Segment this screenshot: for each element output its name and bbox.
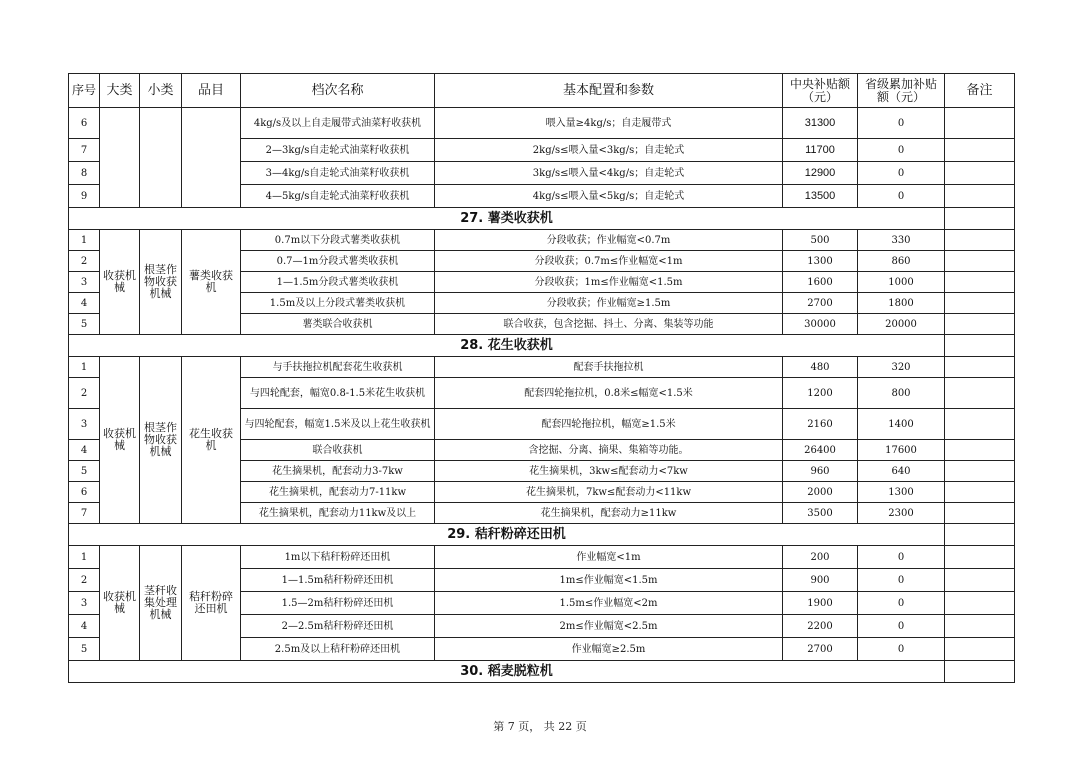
cell-seq: 4 <box>69 440 100 461</box>
cell-config: 分段收获；作业幅宽<0.7m <box>435 230 783 251</box>
cell-grade: 2—3kg/s自走轮式油菜籽收获机 <box>241 139 435 162</box>
cell-central: 31300 <box>783 108 858 139</box>
header-config: 基本配置和参数 <box>435 74 783 108</box>
cell-seq: 2 <box>69 251 100 272</box>
cell-remark <box>945 378 1015 409</box>
cell-seq: 2 <box>69 569 100 592</box>
header-provincial: 省级累加补贴额（元） <box>858 74 945 108</box>
cell-seq: 5 <box>69 461 100 482</box>
cell-config: 配套手扶拖拉机 <box>435 357 783 378</box>
cell-seq: 2 <box>69 378 100 409</box>
cell-minor: 根茎作物收获机械 <box>140 357 182 524</box>
cell-seq: 3 <box>69 592 100 615</box>
cell-grade: 1—1.5m分段式薯类收获机 <box>241 272 435 293</box>
cell-major: 收获机械 <box>100 230 140 335</box>
cell-seq: 6 <box>69 482 100 503</box>
cell-provincial: 0 <box>858 162 945 185</box>
cell-remark <box>945 251 1015 272</box>
header-major: 大类 <box>100 74 140 108</box>
cell-minor: 根茎作物收获机械 <box>140 230 182 335</box>
cell-remark <box>945 482 1015 503</box>
cell-central: 30000 <box>783 314 858 335</box>
cell-seq: 3 <box>69 272 100 293</box>
cell-remark <box>945 461 1015 482</box>
cell-grade: 薯类联合收获机 <box>241 314 435 335</box>
cell-central: 500 <box>783 230 858 251</box>
cell-config: 1.5m≤作业幅宽<2m <box>435 592 783 615</box>
cell-provincial: 1400 <box>858 409 945 440</box>
cell-config: 分段收获；作业幅宽≥1.5m <box>435 293 783 314</box>
cell-config: 花生摘果机，配套动力≥11kw <box>435 503 783 524</box>
cell-central: 1300 <box>783 251 858 272</box>
header-row <box>69 74 1015 108</box>
page-footer: 第 7 页， 共 22 页 <box>493 720 587 733</box>
table-row <box>69 546 1015 569</box>
cell-grade: 0.7—1m分段式薯类收获机 <box>241 251 435 272</box>
cell-grade: 花生摘果机，配套动力3-7kw <box>241 461 435 482</box>
cell-provincial: 0 <box>858 592 945 615</box>
subsidy-table <box>68 73 1015 683</box>
cell-seq: 7 <box>69 139 100 162</box>
cell-seq: 3 <box>69 409 100 440</box>
cell-central: 1200 <box>783 378 858 409</box>
cell-item: 花生收获机 <box>182 357 241 524</box>
cell-central: 12900 <box>783 162 858 185</box>
cell-seq: 1 <box>69 230 100 251</box>
cell-central: 960 <box>783 461 858 482</box>
cell-remark <box>945 524 1015 546</box>
cell-remark <box>945 440 1015 461</box>
section-header <box>69 524 1015 546</box>
cell-remark <box>945 569 1015 592</box>
cell-central: 2200 <box>783 615 858 638</box>
cell-seq: 1 <box>69 546 100 569</box>
section-title: 27. 薯类收获机 <box>69 208 945 230</box>
cell-config: 1m≤作业幅宽<1.5m <box>435 569 783 592</box>
table-row <box>69 230 1015 251</box>
cell-provincial: 0 <box>858 638 945 661</box>
cell-seq: 1 <box>69 357 100 378</box>
cell-remark <box>945 139 1015 162</box>
cell-central: 26400 <box>783 440 858 461</box>
cell-provincial: 0 <box>858 546 945 569</box>
cell-provincial: 17600 <box>858 440 945 461</box>
cell-config: 分段收获；0.7m≤作业幅宽<1m <box>435 251 783 272</box>
cell-remark <box>945 638 1015 661</box>
cell-config: 4kg/s≤喂入量<5kg/s；自走轮式 <box>435 185 783 208</box>
cell-major <box>100 108 140 208</box>
section-title: 29. 秸秆粉碎还田机 <box>69 524 945 546</box>
cell-provincial: 330 <box>858 230 945 251</box>
cell-grade: 4kg/s及以上自走履带式油菜籽收获机 <box>241 108 435 139</box>
header-seq: 序号 <box>69 74 100 108</box>
cell-major: 收获机械 <box>100 357 140 524</box>
cell-grade: 联合收获机 <box>241 440 435 461</box>
cell-provincial: 1000 <box>858 272 945 293</box>
cell-provincial: 860 <box>858 251 945 272</box>
cell-seq: 5 <box>69 314 100 335</box>
cell-central: 13500 <box>783 185 858 208</box>
cell-grade: 1.5—2m秸秆粉碎还田机 <box>241 592 435 615</box>
cell-provincial: 0 <box>858 185 945 208</box>
cell-central: 2160 <box>783 409 858 440</box>
cell-remark <box>945 357 1015 378</box>
cell-item: 秸秆粉碎还田机 <box>182 546 241 661</box>
cell-provincial: 640 <box>858 461 945 482</box>
cell-grade: 1.5m及以上分段式薯类收获机 <box>241 293 435 314</box>
cell-grade: 与手扶拖拉机配套花生收获机 <box>241 357 435 378</box>
cell-config: 花生摘果机，7kw≤配套动力<11kw <box>435 482 783 503</box>
cell-provincial: 1300 <box>858 482 945 503</box>
cell-remark <box>945 661 1015 683</box>
cell-config: 配套四轮拖拉机，0.8米≤幅宽<1.5米 <box>435 378 783 409</box>
cell-grade: 1m以下秸秆粉碎还田机 <box>241 546 435 569</box>
cell-seq: 8 <box>69 162 100 185</box>
section-title: 30. 稻麦脱粒机 <box>69 661 945 683</box>
cell-grade: 3—4kg/s自走轮式油菜籽收获机 <box>241 162 435 185</box>
cell-config: 作业幅宽<1m <box>435 546 783 569</box>
cell-remark <box>945 293 1015 314</box>
cell-seq: 7 <box>69 503 100 524</box>
header-remark: 备注 <box>945 74 1015 108</box>
section-header <box>69 661 1015 683</box>
cell-config: 3kg/s≤喂入量<4kg/s；自走轮式 <box>435 162 783 185</box>
cell-central: 900 <box>783 569 858 592</box>
cell-grade: 2—2.5m秸秆粉碎还田机 <box>241 615 435 638</box>
cell-config: 花生摘果机，3kw≤配套动力<7kw <box>435 461 783 482</box>
cell-major: 收获机械 <box>100 546 140 661</box>
cell-remark <box>945 546 1015 569</box>
cell-remark <box>945 208 1015 230</box>
cell-remark <box>945 503 1015 524</box>
cell-config: 2kg/s≤喂入量<3kg/s；自走轮式 <box>435 139 783 162</box>
cell-grade: 2.5m及以上秸秆粉碎还田机 <box>241 638 435 661</box>
cell-provincial: 0 <box>858 108 945 139</box>
cell-config: 含挖掘、分离、摘果、集箱等功能。 <box>435 440 783 461</box>
cell-minor: 茎秆收集处理机械 <box>140 546 182 661</box>
cell-remark <box>945 272 1015 293</box>
cell-central: 480 <box>783 357 858 378</box>
cell-seq: 6 <box>69 108 100 139</box>
cell-provincial: 1800 <box>858 293 945 314</box>
cell-central: 3500 <box>783 503 858 524</box>
cell-grade: 0.7m以下分段式薯类收获机 <box>241 230 435 251</box>
table-row <box>69 108 1015 139</box>
cell-central: 200 <box>783 546 858 569</box>
header-grade: 档次名称 <box>241 74 435 108</box>
cell-seq: 9 <box>69 185 100 208</box>
cell-grade: 与四轮配套，幅宽1.5米及以上花生收获机 <box>241 409 435 440</box>
cell-provincial: 320 <box>858 357 945 378</box>
section-header <box>69 208 1015 230</box>
section-header <box>69 335 1015 357</box>
cell-grade: 与四轮配套，幅宽0.8-1.5米花生收获机 <box>241 378 435 409</box>
cell-central: 2700 <box>783 638 858 661</box>
cell-item: 薯类收获机 <box>182 230 241 335</box>
cell-item <box>182 108 241 208</box>
cell-central: 2700 <box>783 293 858 314</box>
cell-remark <box>945 162 1015 185</box>
cell-seq: 4 <box>69 293 100 314</box>
cell-provincial: 20000 <box>858 314 945 335</box>
cell-seq: 5 <box>69 638 100 661</box>
cell-remark <box>945 592 1015 615</box>
cell-grade: 花生摘果机，配套动力11kw及以上 <box>241 503 435 524</box>
cell-remark <box>945 185 1015 208</box>
cell-provincial: 0 <box>858 615 945 638</box>
cell-config: 联合收获，包含挖掘、抖土、分离、集装等功能 <box>435 314 783 335</box>
cell-config: 分段收获；1m≤作业幅宽<1.5m <box>435 272 783 293</box>
cell-remark <box>945 615 1015 638</box>
cell-config: 2m≤作业幅宽<2.5m <box>435 615 783 638</box>
cell-remark <box>945 335 1015 357</box>
cell-remark <box>945 230 1015 251</box>
cell-central: 1900 <box>783 592 858 615</box>
table-row <box>69 357 1015 378</box>
cell-minor <box>140 108 182 208</box>
cell-provincial: 800 <box>858 378 945 409</box>
header-central: 中央补贴额（元） <box>783 74 858 108</box>
cell-remark <box>945 108 1015 139</box>
cell-central: 11700 <box>783 139 858 162</box>
cell-grade: 1—1.5m秸秆粉碎还田机 <box>241 569 435 592</box>
cell-config: 喂入量≥4kg/s；自走履带式 <box>435 108 783 139</box>
cell-config: 作业幅宽≥2.5m <box>435 638 783 661</box>
cell-central: 2000 <box>783 482 858 503</box>
section-title: 28. 花生收获机 <box>69 335 945 357</box>
cell-remark <box>945 314 1015 335</box>
header-item: 品目 <box>182 74 241 108</box>
cell-seq: 4 <box>69 615 100 638</box>
cell-provincial: 2300 <box>858 503 945 524</box>
cell-provincial: 0 <box>858 569 945 592</box>
cell-grade: 4—5kg/s自走轮式油菜籽收获机 <box>241 185 435 208</box>
cell-central: 1600 <box>783 272 858 293</box>
cell-provincial: 0 <box>858 139 945 162</box>
cell-remark <box>945 409 1015 440</box>
cell-grade: 花生摘果机，配套动力7-11kw <box>241 482 435 503</box>
header-minor: 小类 <box>140 74 182 108</box>
cell-config: 配套四轮拖拉机，幅宽≥1.5米 <box>435 409 783 440</box>
